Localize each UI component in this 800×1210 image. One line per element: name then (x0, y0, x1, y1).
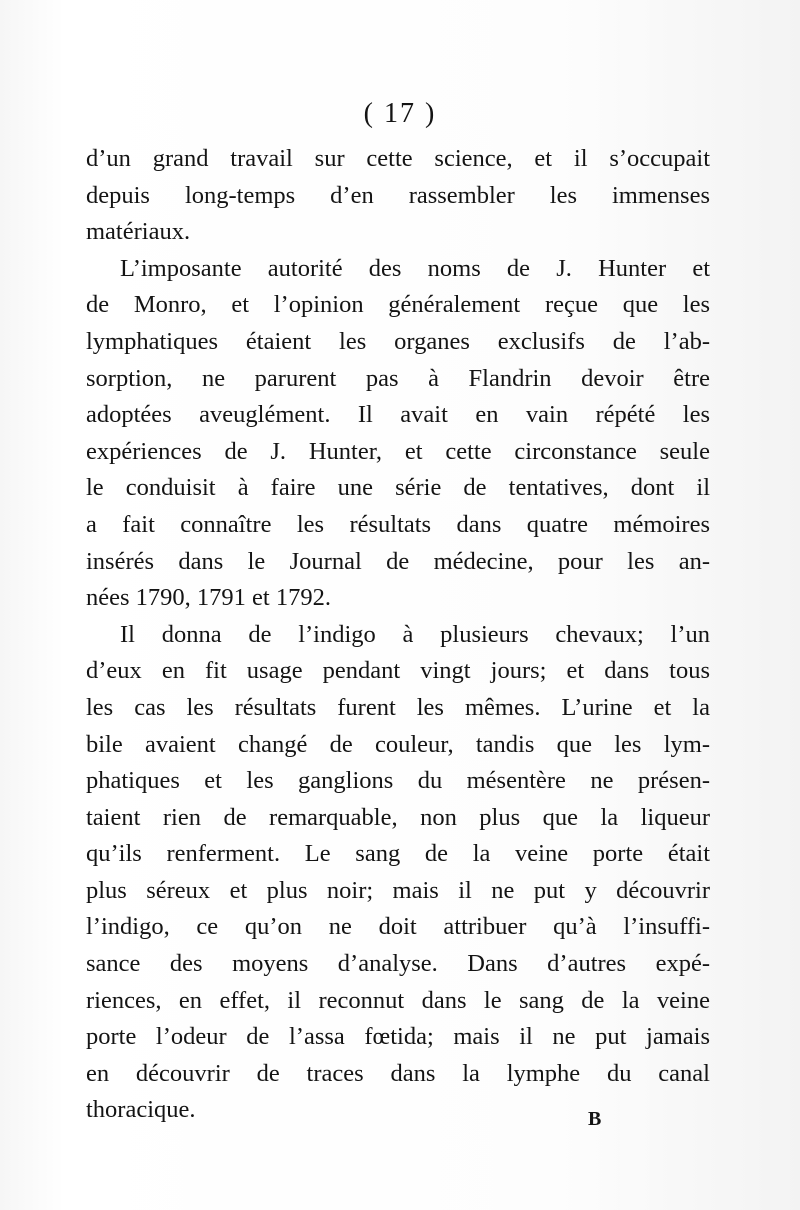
text-line: Il donna de l’indigo à plusieurs chevaux; l’un (120, 620, 710, 648)
signature-mark: B (588, 1108, 602, 1130)
text-line: taient rien de remarquable, non plus que la liqueur (86, 803, 710, 831)
page-number: ( 17 ) (363, 98, 437, 129)
text-line: l’indigo, ce qu’on ne doit attribuer qu’à l’insuffi- (86, 913, 710, 941)
text-line: de Monro, et l’opinion généralement reçue que les (86, 291, 710, 319)
text-line: phatiques et les ganglions du mésentère ne présen- (86, 767, 710, 795)
text-line: matériaux. (86, 218, 191, 246)
text-line: d’eux en fit usage pendant vingt jours; et dans tous (86, 657, 710, 685)
text-line: bile avaient changé de couleur, tandis que les lym- (86, 730, 710, 758)
text-line: adoptées aveuglément. Il avait en vain répété les (86, 401, 710, 429)
paragraph-3 (86, 617, 710, 1129)
text-line: riences, en effet, il reconnut dans le sang de la veine (86, 986, 710, 1014)
text-line: le conduisit à faire une série de tentatives, dont il (86, 474, 710, 502)
text-line: L’imposante autorité des noms de J. Hunter et (120, 254, 710, 282)
paragraph-2 (86, 251, 710, 617)
text-line: sorption, ne parurent pas à Flandrin devoir être (86, 364, 710, 392)
text-line: a fait connaître les résultats dans quatre mémoires (86, 510, 710, 538)
text-line: sance des moyens d’analyse. Dans d’autres expé- (86, 950, 710, 978)
text-line: les cas les résultats furent les mêmes. L’urine et la (86, 693, 710, 721)
text-line: porte l’odeur de l’assa fœtida; mais il ne put jamais (86, 1023, 710, 1051)
text-line: en découvrir de traces dans la lymphe du canal (86, 1059, 710, 1087)
text-line: nées 1790, 1791 et 1792. (86, 584, 331, 612)
text-line: qu’ils renferment. Le sang de la veine porte était (86, 840, 710, 868)
text-line: depuis long-temps d’en rassembler les immenses (86, 181, 710, 209)
text-line: insérés dans le Journal de médecine, pour les an- (86, 547, 710, 575)
paragraph-1 (86, 141, 710, 251)
text-line: plus séreux et plus noir; mais il ne put y découvrir (86, 876, 710, 904)
text-line: thoracique. (86, 1096, 196, 1124)
text-line: lymphatiques étaient les organes exclusifs de l’ab- (86, 327, 710, 355)
text-line: d’un grand travail sur cette science, et il s’occupait (86, 145, 710, 172)
body-text (86, 141, 710, 1129)
text-line: expériences de J. Hunter, et cette circonstance seule (86, 437, 710, 465)
